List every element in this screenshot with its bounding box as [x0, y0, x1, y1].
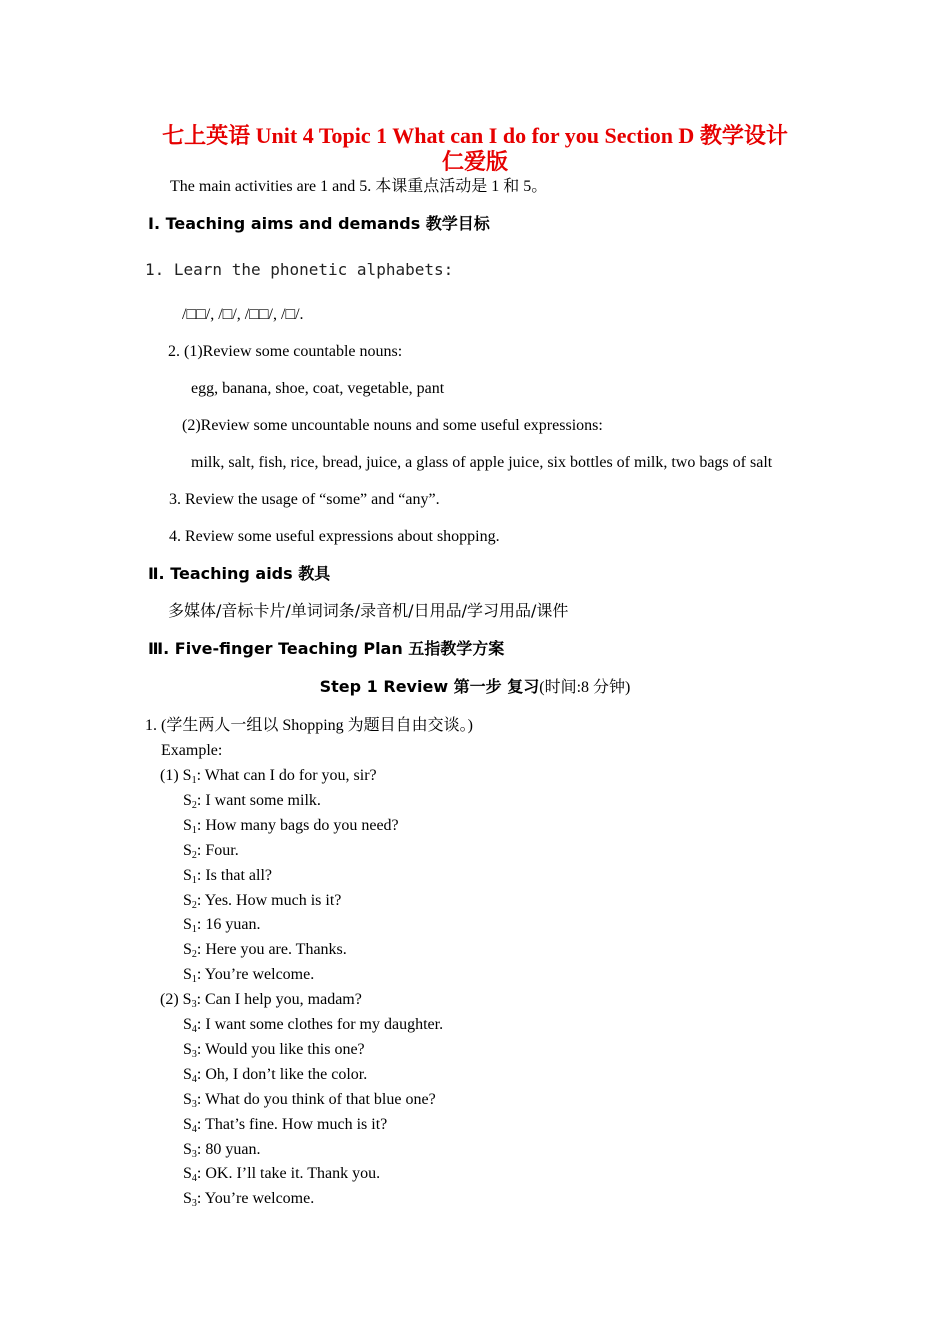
- dialogue-line: [160, 766, 377, 786]
- speaker-label: S: [183, 941, 192, 958]
- dialogue-line: [183, 1015, 443, 1035]
- speaker-label: S: [183, 817, 192, 834]
- speaker-number: 2: [191, 949, 197, 960]
- dialogue-text: : I want some clothes for my daughter.: [196, 1016, 444, 1033]
- speaker-number: 3: [191, 1099, 197, 1110]
- dialogue-line: [183, 965, 314, 985]
- activity-intro: 1. (学生两人一组以 Shopping 为题目自由交谈。): [145, 717, 474, 734]
- dialogue-text: : Four.: [196, 842, 239, 859]
- speaker-number: 3: [191, 1198, 197, 1209]
- speaker-number: 3: [191, 1149, 197, 1160]
- document-title: 七上英语 Unit 4 Topic 1 What can I do for you Section D 教学设计: [162, 123, 788, 148]
- aim-item-2b: (2)Review some uncountable nouns and some useful expressions:: [182, 417, 603, 434]
- intro-text: The main activities are 1 and 5. 本课重点活动是 1 和 5。: [170, 178, 548, 195]
- section-heading-plan: Ⅲ. Five-finger Teaching Plan 五指教学方案: [148, 639, 505, 658]
- speaker-number: 1: [191, 924, 197, 935]
- speaker-label: S: [183, 916, 192, 933]
- speaker-label: S: [183, 1066, 192, 1083]
- dialogue-text: : Here you are. Thanks.: [196, 941, 347, 958]
- speaker-label: S: [183, 1165, 192, 1182]
- countable-nouns-list: egg, banana, shoe, coat, vegetable, pant: [191, 380, 445, 397]
- speaker-number: 4: [191, 1074, 197, 1085]
- dialogue-line: [183, 891, 341, 911]
- dialogue-line: [183, 1140, 260, 1160]
- dialogue-number: (2): [160, 991, 183, 1008]
- dialogue-text: : That’s fine. How much is it?: [196, 1116, 388, 1133]
- dialogue-line: [183, 1090, 436, 1110]
- section-heading-aims: Ⅰ. Teaching aims and demands 教学目标: [148, 214, 490, 233]
- dialogue-text: : Is that all?: [196, 867, 272, 884]
- dialogue-line: [183, 1065, 367, 1085]
- uncountable-nouns-list: milk, salt, fish, rice, bread, juice, a glass of apple juice, six bottles of milk, two bags of salt: [191, 454, 773, 471]
- step-time: (时间:8 分钟): [539, 679, 631, 696]
- dialogue-text: : Can I help you, madam?: [196, 991, 362, 1008]
- document-title-line2: 仁爱版: [441, 149, 508, 174]
- dialogue-line: [183, 1040, 365, 1060]
- dialogue-line: [183, 1115, 387, 1135]
- speaker-number: 1: [191, 974, 197, 985]
- step-label: Step 1 Review 第一步 复习: [319, 677, 540, 696]
- dialogue-text: : You’re welcome.: [196, 1190, 315, 1207]
- speaker-label: S: [183, 892, 192, 909]
- speaker-number: 4: [191, 1173, 197, 1184]
- example-label: Example:: [161, 742, 223, 759]
- speaker-number: 4: [191, 1124, 197, 1135]
- dialogue-line: [183, 791, 321, 811]
- dialogue-text: : OK. I’ll take it. Thank you.: [196, 1165, 381, 1182]
- dialogue-line: [183, 915, 260, 935]
- aim-item-1: 1. Learn the phonetic alphabets:: [145, 260, 454, 279]
- dialogue-line: [160, 990, 362, 1010]
- dialogue-text: : What do you think of that blue one?: [196, 1091, 436, 1108]
- aim-item-4: 4. Review some useful expressions about shopping.: [169, 528, 500, 545]
- section-heading-aids: Ⅱ. Teaching aids 教具: [148, 564, 331, 583]
- speaker-label: S: [183, 1016, 192, 1033]
- aim-item-3: 3. Review the usage of “some” and “any”.: [169, 491, 440, 508]
- speaker-label: S: [183, 966, 192, 983]
- speaker-label: S: [183, 1091, 192, 1108]
- speaker-number: 2: [191, 850, 197, 861]
- dialogue-text: : Oh, I don’t like the color.: [196, 1066, 368, 1083]
- speaker-label: S: [183, 1141, 192, 1158]
- dialogue-text: : Would you like this one?: [196, 1041, 365, 1058]
- dialogue-line: [183, 1189, 314, 1209]
- dialogue-line: [183, 1164, 380, 1184]
- speaker-number: 1: [191, 775, 197, 786]
- dialogue-line: [183, 841, 239, 861]
- speaker-number: 2: [191, 800, 197, 811]
- speaker-label: S: [182, 991, 192, 1008]
- speaker-label: S: [183, 842, 192, 859]
- speaker-number: 1: [191, 875, 197, 886]
- dialogue-text: : 80 yuan.: [196, 1141, 261, 1158]
- speaker-number: 3: [191, 999, 197, 1010]
- step-heading: [0, 677, 950, 698]
- dialogue-line: [183, 940, 347, 960]
- phonetic-symbols: /□□/, /□/, /□□/, /□/.: [182, 306, 304, 323]
- speaker-label: S: [183, 1116, 192, 1133]
- speaker-label: S: [183, 1190, 192, 1207]
- speaker-label: S: [183, 792, 192, 809]
- dialogue-number: (1): [160, 767, 183, 784]
- speaker-number: 2: [191, 900, 197, 911]
- speaker-label: S: [183, 867, 192, 884]
- dialogue-text: : 16 yuan.: [196, 916, 261, 933]
- speaker-number: 1: [191, 825, 197, 836]
- dialogue-text: : What can I do for you, sir?: [196, 767, 377, 784]
- aim-item-2: 2. (1)Review some countable nouns:: [168, 343, 403, 360]
- dialogue-text: : I want some milk.: [196, 792, 321, 809]
- dialogue-line: [183, 816, 399, 836]
- dialogue-line: [183, 866, 272, 886]
- speaker-label: S: [182, 767, 192, 784]
- dialogue-text: : How many bags do you need?: [196, 817, 399, 834]
- speaker-number: 3: [191, 1049, 197, 1060]
- dialogue-text: : You’re welcome.: [196, 966, 315, 983]
- teaching-aids-list: 多媒体/音标卡片/单词词条/录音机/日用品/学习用品/课件: [168, 601, 569, 620]
- speaker-number: 4: [191, 1024, 197, 1035]
- dialogue-text: : Yes. How much is it?: [196, 892, 342, 909]
- speaker-label: S: [183, 1041, 192, 1058]
